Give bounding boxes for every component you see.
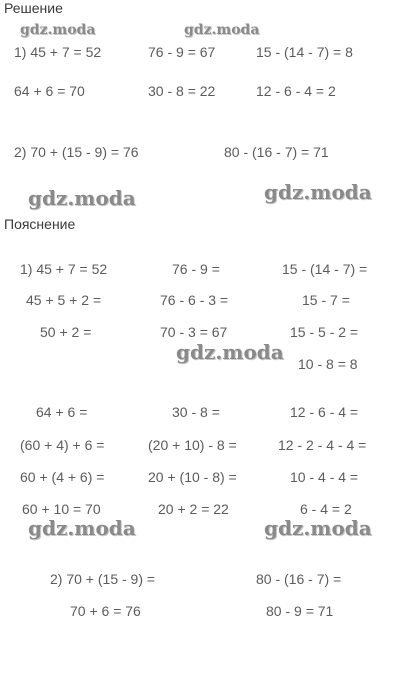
explanation-step: 12 - 6 - 4 =: [290, 404, 359, 420]
explanation-step: 60 + 10 = 70: [22, 501, 101, 517]
explanation-step: (20 + 10) - 8 =: [148, 437, 237, 453]
explanation-step: 15 - (14 - 7) =: [282, 261, 368, 277]
explanation-step: 6 - 4 = 2: [300, 501, 352, 517]
solution-equation: 76 - 9 = 67: [148, 44, 216, 60]
solution-equation: 12 - 6 - 4 = 2: [256, 83, 336, 99]
explanation-step: 10 - 4 - 4 =: [290, 469, 359, 485]
explanation-step: 70 + 6 = 76: [70, 603, 141, 619]
watermark: gdz.moda: [28, 186, 136, 210]
explanation-step: 50 + 2 =: [40, 324, 92, 340]
watermark: gdz.moda: [184, 22, 260, 38]
solution-equation: 64 + 6 = 70: [14, 83, 85, 99]
explanation-step: 12 - 2 - 4 - 4 =: [278, 437, 367, 453]
explanation-step: 15 - 7 =: [302, 292, 350, 308]
explanation-step: 64 + 6 =: [36, 404, 88, 420]
explanation-step: 20 + 2 = 22: [158, 501, 229, 517]
explanation-step: 15 - 5 - 2 =: [290, 324, 359, 340]
solution-equation: 15 - (14 - 7) = 8: [256, 44, 353, 60]
explanation-step: 2) 70 + (15 - 9) =: [50, 571, 156, 587]
explanation-step: 80 - 9 = 71: [266, 603, 334, 619]
explanation-step: 76 - 6 - 3 =: [160, 292, 229, 308]
explanation-step: 20 + (10 - 8) =: [148, 469, 237, 485]
solution-heading: Решение: [4, 0, 63, 16]
explanation-heading: Пояснение: [4, 216, 76, 232]
solution-equation: 2) 70 + (15 - 9) = 76: [14, 144, 139, 160]
explanation-step: 30 - 8 =: [172, 404, 220, 420]
watermark: gdz.moda: [28, 516, 136, 540]
watermark: gdz.moda: [20, 22, 96, 38]
solution-equation: 30 - 8 = 22: [148, 83, 216, 99]
explanation-step: 10 - 8 = 8: [298, 356, 358, 372]
explanation-step: (60 + 4) + 6 =: [20, 437, 105, 453]
watermark: gdz.moda: [264, 516, 372, 540]
watermark: gdz.moda: [176, 340, 284, 364]
solution-equation: 80 - (16 - 7) = 71: [224, 144, 329, 160]
explanation-step: 60 + (4 + 6) =: [20, 469, 105, 485]
explanation-step: 1) 45 + 7 = 52: [20, 261, 108, 277]
explanation-step: 80 - (16 - 7) =: [256, 571, 342, 587]
explanation-step: 70 - 3 = 67: [160, 324, 228, 340]
solution-equation: 1) 45 + 7 = 52: [14, 44, 102, 60]
explanation-step: 45 + 5 + 2 =: [26, 292, 102, 308]
watermark: gdz.moda: [264, 180, 372, 204]
explanation-step: 76 - 9 =: [172, 261, 220, 277]
